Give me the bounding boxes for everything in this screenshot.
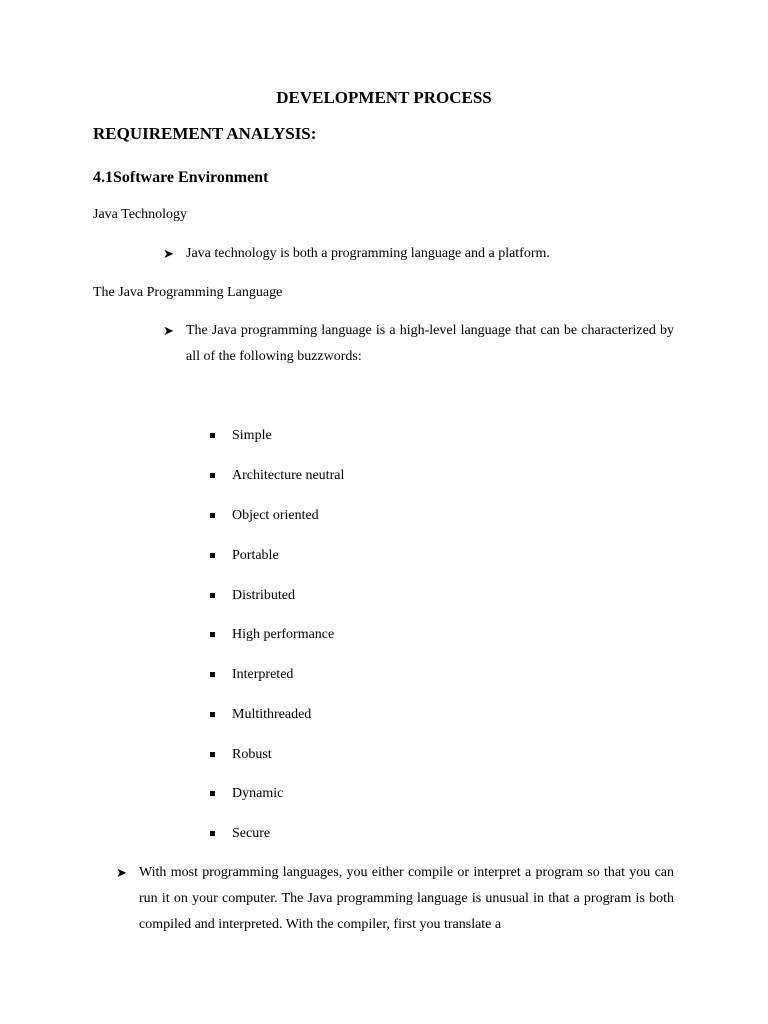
list-item: Dynamic bbox=[232, 786, 284, 801]
square-bullet-icon bbox=[210, 752, 215, 757]
arrow-bullet-icon: ➤ bbox=[116, 865, 127, 880]
square-bullet-icon bbox=[210, 672, 215, 677]
square-bullet-icon bbox=[210, 553, 215, 558]
java-technology-label: Java Technology bbox=[93, 207, 188, 222]
square-bullet-icon bbox=[210, 791, 215, 796]
list-item: Distributed bbox=[232, 588, 295, 603]
list-item: High performance bbox=[232, 627, 335, 642]
square-bullet-icon bbox=[210, 513, 215, 518]
compile-paragraph: With most programming languages, you either compile or interpret a program so that you can run it on your computer. The Java programming language is unusual in that a program is both compiled and interpreted. With the compiler, first you translate a bbox=[139, 865, 674, 932]
list-item: Robust bbox=[232, 747, 272, 762]
square-bullet-icon bbox=[210, 593, 215, 598]
list-item: Object oriented bbox=[232, 508, 319, 523]
list-item: Secure bbox=[232, 826, 271, 841]
arrow-bullet-icon: ➤ bbox=[163, 323, 174, 338]
list-item: Simple bbox=[232, 428, 272, 443]
square-bullet-icon bbox=[210, 831, 215, 836]
subsection-heading: 4.1Software Environment bbox=[93, 169, 269, 186]
arrow-bullet-icon: ➤ bbox=[163, 246, 174, 261]
java-technology-bullet: Java technology is both a programming language and a platform. bbox=[186, 246, 550, 261]
section-heading: REQUIREMENT ANALYSIS: bbox=[93, 124, 317, 143]
list-item: Architecture neutral bbox=[232, 468, 345, 483]
java-language-label: The Java Programming Language bbox=[93, 285, 283, 300]
list-item: Multithreaded bbox=[232, 707, 312, 722]
square-bullet-icon bbox=[210, 632, 215, 637]
list-item: Interpreted bbox=[232, 667, 294, 682]
java-language-bullet: The Java programming language is a high-level language that can be characterized by all of the following buzzwords: bbox=[186, 323, 674, 364]
square-bullet-icon bbox=[210, 433, 215, 438]
list-item: Portable bbox=[232, 548, 279, 563]
document-title: DEVELOPMENT PROCESS bbox=[276, 88, 492, 107]
square-bullet-icon bbox=[210, 473, 215, 478]
square-bullet-icon bbox=[210, 712, 215, 717]
